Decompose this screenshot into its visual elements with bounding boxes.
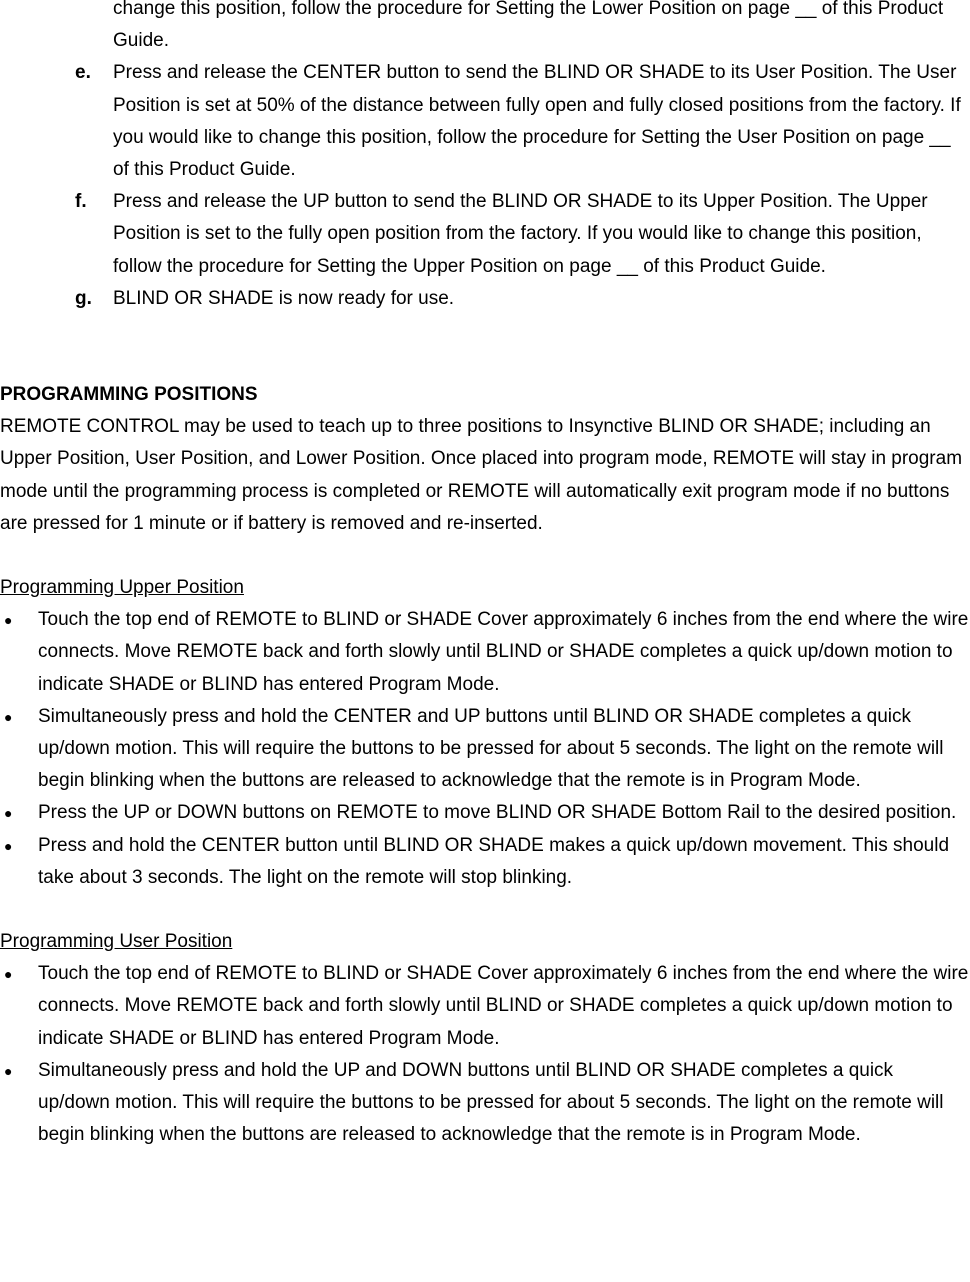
list-item-text: Simultaneously press and hold the UP and DOWN buttons until BLIND OR SHADE completes a quick up/down motion. This will require the buttons to be pressed for about 5 seconds. The light on the remote will begin blinking when the buttons are released to acknowledge that the remote is in Program Mode. (38, 1059, 944, 1146)
programming-positions-heading: PROGRAMMING POSITIONS (0, 384, 258, 406)
step-letter: f. (75, 191, 87, 213)
bullet-icon: ● (4, 837, 13, 854)
list-item (0, 1055, 970, 1152)
list-item-text: Simultaneously press and hold the CENTER and UP buttons until BLIND OR SHADE completes a quick up/down motion. This will require the buttons to be pressed for about 5 seconds. The light on the remote will begin blinking when the buttons are released to acknowledge that the remote is in Program Mode. (38, 705, 944, 792)
step-text: Press and release the CENTER button to send the BLIND OR SHADE to its User Position. The User Position is set at 50% of the distance between fully open and fully closed positions from the factory. If you would like to change this position, follow the procedure for Setting the User Position on page __ of this Product Guide. (113, 62, 961, 181)
step-letter: e. (75, 62, 91, 84)
user-position-list (0, 958, 970, 1151)
bullet-icon: ● (4, 1062, 13, 1079)
bullet-icon: ● (4, 612, 13, 629)
step-f (0, 186, 970, 283)
list-item (0, 604, 970, 701)
step-e (0, 57, 970, 186)
list-item (0, 958, 970, 1055)
step-g (0, 283, 970, 315)
list-item (0, 797, 970, 829)
list-item-text: Press and hold the CENTER button until BLIND OR SHADE makes a quick up/down movement. This should take about 3 seconds. The light on the remote will stop blinking. (38, 834, 950, 888)
step-letter: g. (75, 287, 92, 309)
list-item-text: Touch the top end of REMOTE to BLIND or SHADE Cover approximately 6 inches from the end where the wire connects. Move REMOTE back and forth slowly until BLIND or SHADE completes a quick up/down motion to indicate SHADE or BLIND has entered Program Mode. (38, 963, 969, 1049)
step-text: BLIND OR SHADE is now ready for use. (113, 287, 455, 309)
bullet-icon: ● (4, 708, 13, 725)
list-item (0, 701, 970, 798)
step-d-continuation: change this position, follow the procedure for Setting the Lower Position on page __ of this Product Guide. (113, 0, 944, 52)
bullet-icon: ● (4, 805, 13, 822)
list-item (0, 830, 970, 894)
list-item-text: Press the UP or DOWN buttons on REMOTE to move BLIND OR SHADE Bottom Rail to the desired position. (38, 802, 957, 824)
list-item-text: Touch the top end of REMOTE to BLIND or SHADE Cover approximately 6 inches from the end where the wire connects. Move REMOTE back and forth slowly until BLIND or SHADE completes a quick up/down motion to indicate SHADE or BLIND has entered Program Mode. (38, 609, 969, 695)
step-text: Press and release the UP button to send the BLIND OR SHADE to its Upper Position. The Upper Position is set to the fully open position from the factory. If you would like to change this position, follow the procedure for Setting the Upper Position on page __ of this Product Guide. (113, 191, 928, 277)
upper-position-list (0, 604, 970, 894)
bullet-icon: ● (4, 966, 13, 983)
programming-positions-intro: REMOTE CONTROL may be used to teach up to three positions to Insynctive BLIND OR SHADE; including an Upper Position, User Position, and Lower Position. Once placed into program mode, REMOTE will stay in program mode until the programming process is completed or REMOTE will automatically exit program mode if no buttons are pressed for 1 minute or if battery is removed and re-inserted. (0, 416, 963, 534)
user-position-heading: Programming User Position (0, 931, 233, 953)
upper-position-heading: Programming Upper Position (0, 577, 244, 599)
